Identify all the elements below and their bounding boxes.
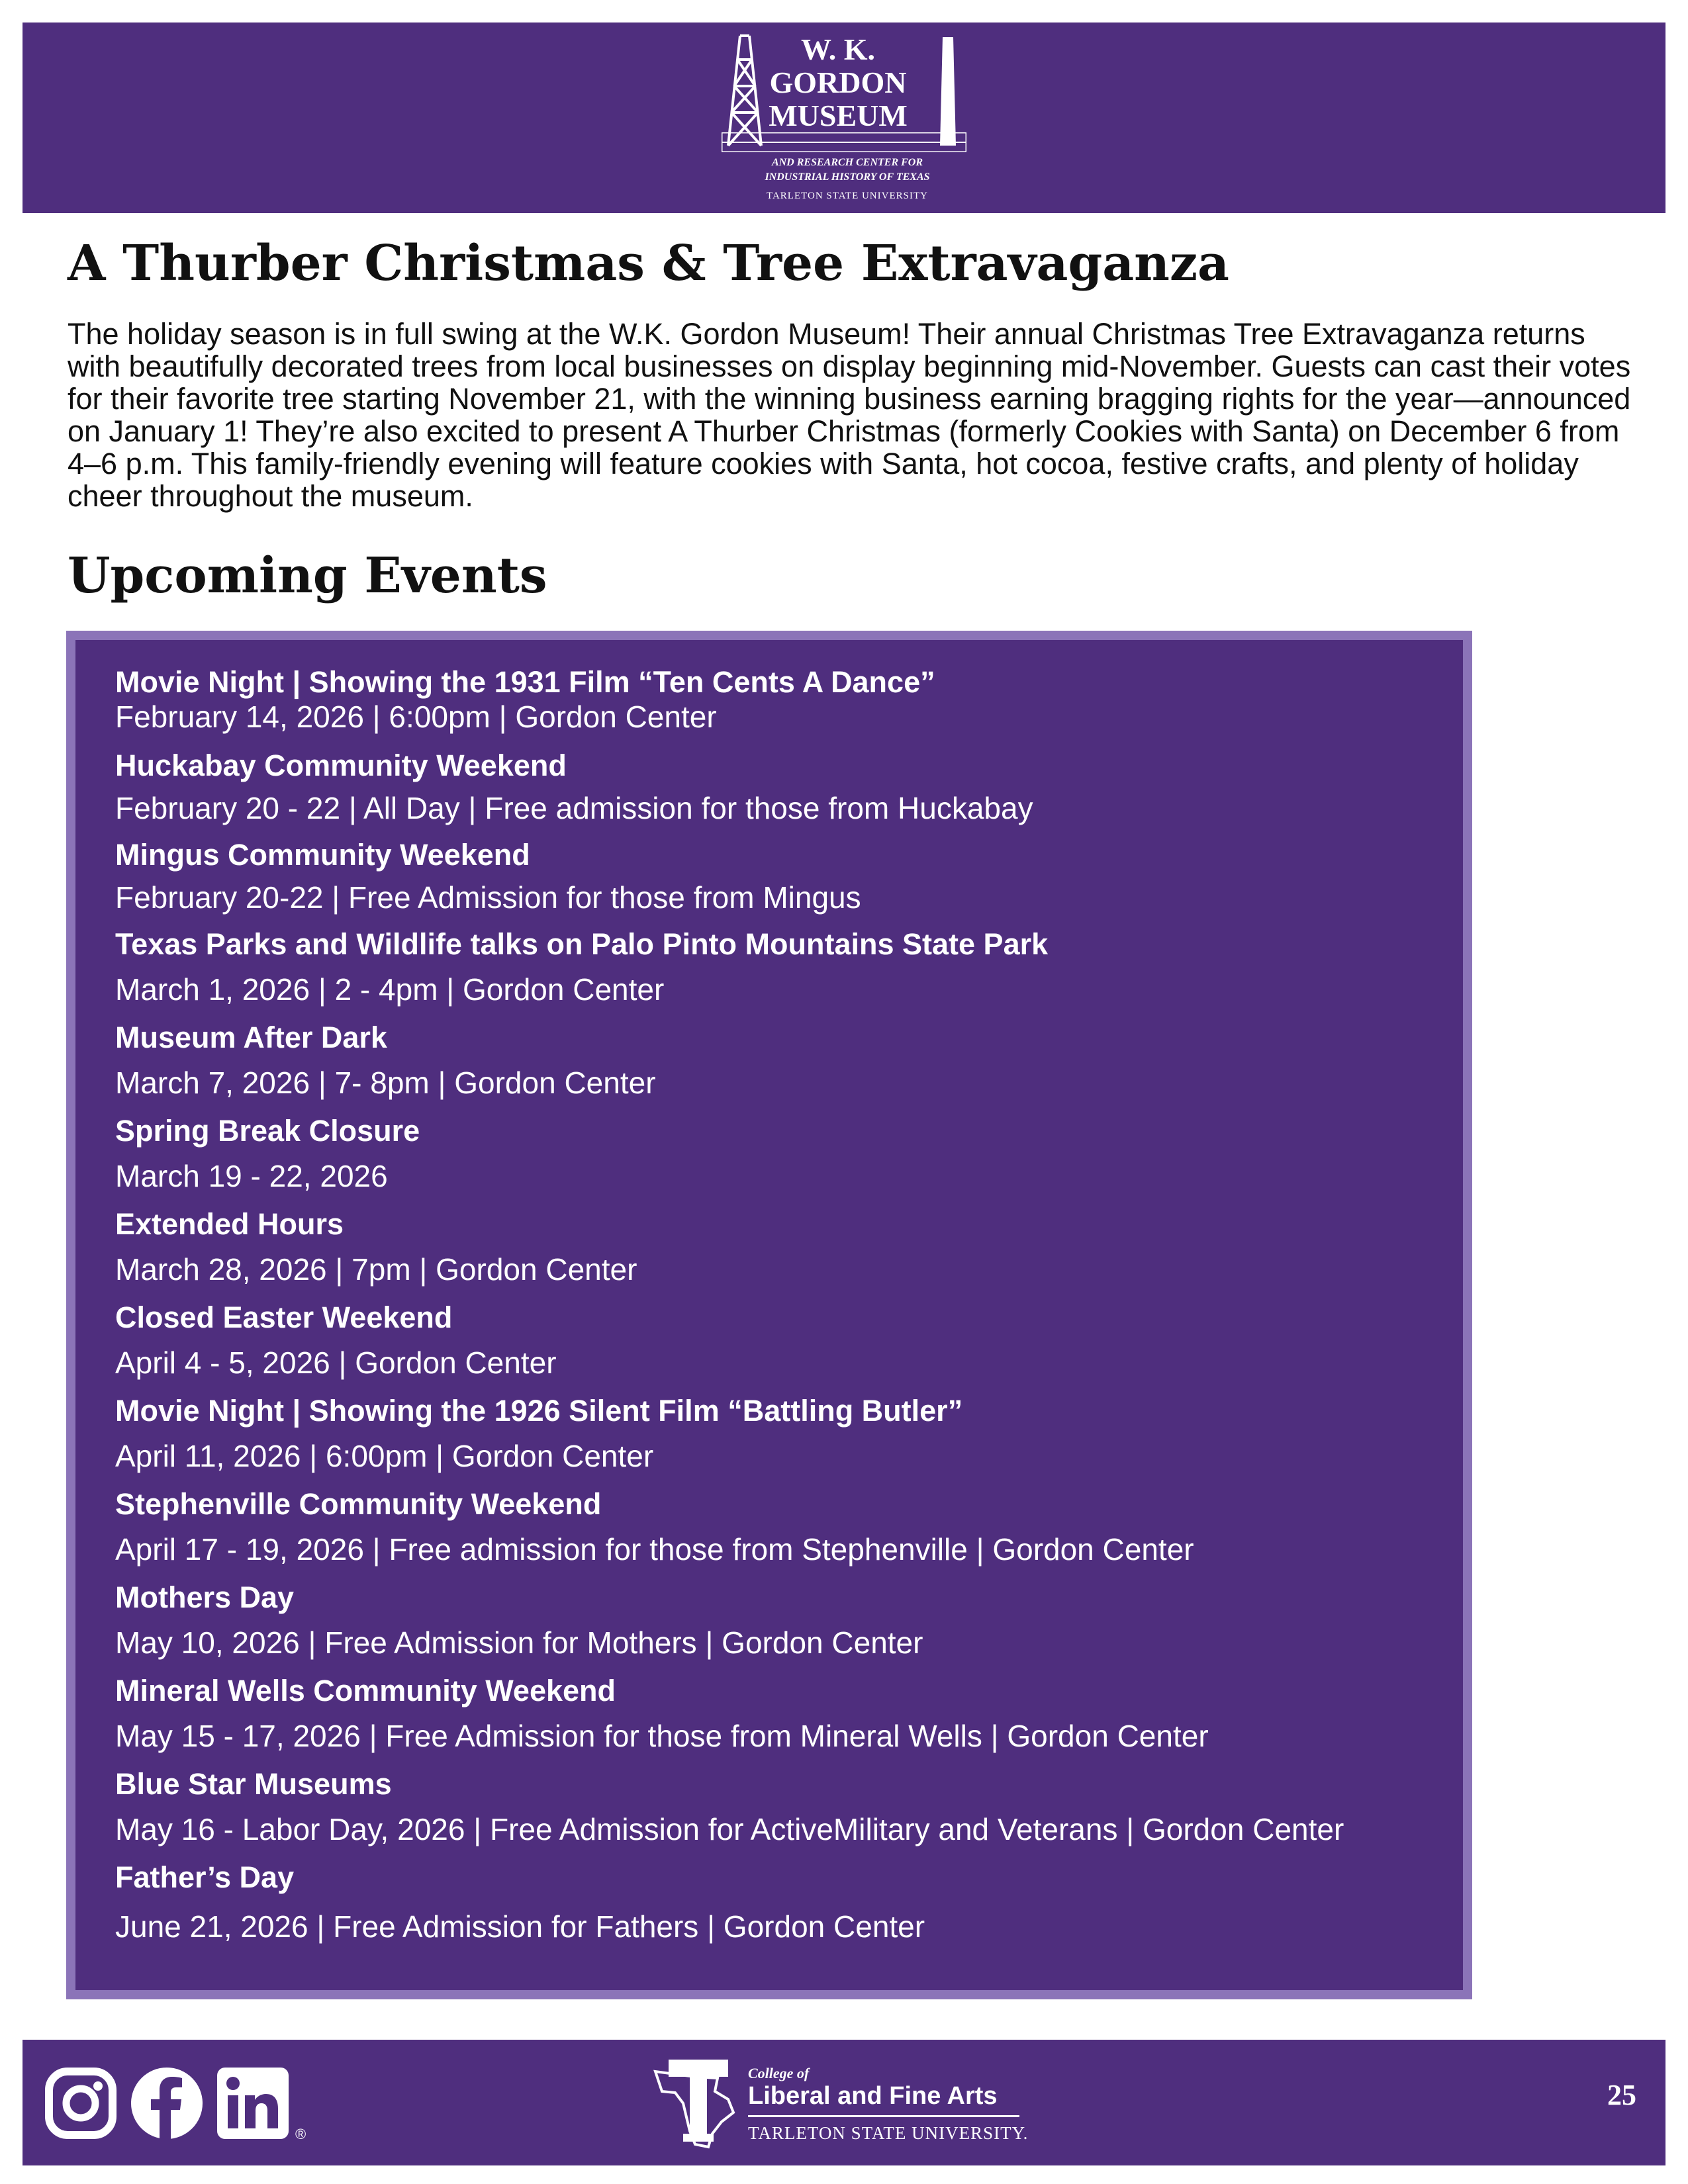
- event-title: Closed Easter Weekend: [115, 1300, 453, 1334]
- event-details: February 20 - 22 | All Day | Free admission for those from Huckabay: [115, 791, 1033, 825]
- event-title: Extended Hours: [115, 1207, 344, 1241]
- event-title: Mingus Community Weekend: [115, 838, 530, 872]
- event-item: [115, 1672, 1209, 1754]
- event-title: Museum After Dark: [115, 1021, 387, 1054]
- event-title: Mothers Day: [115, 1580, 295, 1614]
- event-details: February 20-22 | Free Admission for those from Mingus: [115, 880, 861, 915]
- event-item: [115, 837, 861, 916]
- event-item: [115, 1299, 557, 1381]
- facebook-icon[interactable]: [130, 2066, 204, 2140]
- event-details: May 10, 2026 | Free Admission for Mothers | Gordon Center: [115, 1625, 923, 1660]
- college-logo: [649, 2052, 1059, 2158]
- event-details: February 14, 2026 | 6:00pm | Gordon Center: [115, 700, 717, 734]
- event-item: [115, 1392, 962, 1475]
- event-item: [115, 664, 935, 735]
- event-title: Father’s Day: [115, 1860, 295, 1894]
- college-prefix: College of: [748, 2065, 810, 2081]
- event-details: May 15 - 17, 2026 | Free Admission for those from Mineral Wells | Gordon Center: [115, 1719, 1209, 1753]
- event-item: [115, 1579, 923, 1661]
- linkedin-icon[interactable]: [216, 2066, 290, 2140]
- event-title: Movie Night | Showing the 1926 Silent Film “Battling Butler”: [115, 1394, 963, 1428]
- event-details: March 19 - 22, 2026: [115, 1159, 388, 1193]
- logo-title: W. K. GORDON MUSEUM: [769, 32, 908, 132]
- event-item: [115, 1206, 637, 1288]
- university-name: TARLETON STATE UNIVERSITY.: [748, 2123, 1029, 2143]
- tarleton-t-icon: [649, 2052, 741, 2151]
- instagram-icon[interactable]: [44, 2066, 118, 2140]
- event-details: March 28, 2026 | 7pm | Gordon Center: [115, 1252, 637, 1287]
- event-title: Stephenville Community Weekend: [115, 1487, 602, 1521]
- registered-mark: ®: [295, 2126, 306, 2142]
- museum-logo: [722, 33, 973, 208]
- page-number: 25: [1607, 2079, 1636, 2111]
- events-title: Upcoming Events: [68, 547, 547, 604]
- event-item: [115, 1486, 1194, 1568]
- college-name: Liberal and Fine Arts: [748, 2082, 998, 2110]
- event-item: [115, 1766, 1344, 1848]
- logo-subtitle: AND RESEARCH CENTER FOR INDUSTRIAL HISTORY OF TEXAS: [765, 157, 930, 183]
- event-title: Movie Night | Showing the 1931 Film “Ten Cents A Dance”: [115, 665, 935, 699]
- event-details: May 16 - Labor Day, 2026 | Free Admission for ActiveMilitary and Veterans | Gordon Center: [115, 1812, 1344, 1846]
- event-item: [115, 1113, 420, 1195]
- event-title: Spring Break Closure: [115, 1114, 420, 1148]
- events-box: [66, 631, 1472, 1999]
- event-item: [115, 926, 1048, 1008]
- event-details: April 17 - 19, 2026 | Free admission for those from Stephenville | Gordon Center: [115, 1532, 1194, 1567]
- event-title: Texas Parks and Wildlife talks on Palo Pinto Mountains State Park: [115, 927, 1049, 961]
- article-body: The holiday season is in full swing at the W.K. Gordon Museum! Their annual Christmas Tree Extravaganza returns with beautifully decorated trees from local businesses on display beginning mid-November. Guests can cast their votes for their favorite tree starting November 21, with the winning business earning bragging rights for the year—announced on January 1! They’re also excited to present A Thurber Christmas (formerly Cookies with Santa) on December 6 from 4–6 p.m. This family-friendly evening will feature cookies with Santa, hot cocoa, festive crafts, and plenty of holiday cheer throughout the museum.: [68, 317, 1631, 513]
- divider: [748, 2115, 1019, 2117]
- event-details: April 11, 2026 | 6:00pm | Gordon Center: [115, 1439, 654, 1473]
- brick-wall-icon: [722, 132, 966, 152]
- article-title: A Thurber Christmas & Tree Extravaganza: [68, 235, 1229, 292]
- event-title: Huckabay Community Weekend: [115, 749, 567, 782]
- event-title: Blue Star Museums: [115, 1767, 392, 1801]
- event-title: Mineral Wells Community Weekend: [115, 1674, 616, 1707]
- event-details: April 4 - 5, 2026 | Gordon Center: [115, 1345, 557, 1380]
- event-details: June 21, 2026 | Free Admission for Fathers | Gordon Center: [115, 1909, 925, 1944]
- event-details: March 7, 2026 | 7- 8pm | Gordon Center: [115, 1066, 656, 1100]
- event-item: [115, 747, 1033, 827]
- event-item: [115, 1859, 925, 1945]
- event-details: March 1, 2026 | 2 - 4pm | Gordon Center: [115, 972, 665, 1007]
- logo-university: TARLETON STATE UNIVERSITY: [767, 191, 928, 201]
- smokestack-icon: [935, 33, 961, 152]
- event-item: [115, 1019, 656, 1101]
